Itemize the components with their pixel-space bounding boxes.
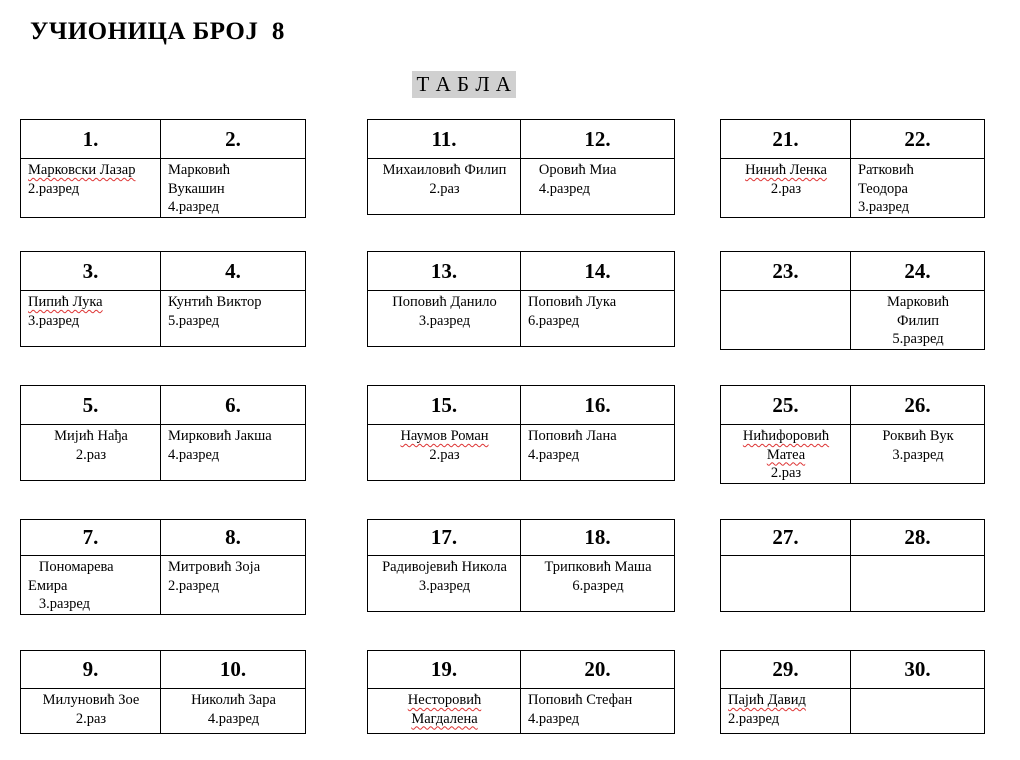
desk-pair bbox=[720, 251, 985, 350]
desk-pair bbox=[20, 385, 306, 481]
seat-cell bbox=[521, 689, 675, 734]
student-name: Пономарева Емира bbox=[28, 559, 114, 594]
seat-cell bbox=[851, 425, 985, 484]
desk-pair bbox=[367, 650, 675, 734]
seat-number: 15. bbox=[368, 386, 521, 425]
desk-pair bbox=[20, 119, 306, 218]
student-name: Пипић Лука bbox=[28, 294, 103, 310]
classroom-title: УЧИОНИЦА БРОЈ 8 bbox=[30, 18, 285, 45]
seat-number: 1. bbox=[21, 120, 161, 159]
seat-cell bbox=[161, 425, 306, 481]
desk-pair bbox=[720, 519, 985, 612]
seat-cell bbox=[521, 425, 675, 481]
student-name: Михаиловић Филип bbox=[382, 162, 507, 178]
seat-cell bbox=[521, 291, 675, 347]
seat-number: 9. bbox=[21, 651, 161, 689]
seat-number: 19. bbox=[368, 651, 521, 689]
seat-number: 29. bbox=[721, 651, 851, 689]
desk-pair bbox=[720, 119, 985, 218]
student-grade: 4.разред bbox=[528, 710, 580, 727]
seat-number: 24. bbox=[851, 252, 985, 291]
desk-pair bbox=[367, 519, 675, 612]
seat-number: 12. bbox=[521, 120, 675, 159]
student-grade: 4.разред bbox=[207, 710, 260, 727]
desk-pair bbox=[720, 385, 985, 484]
student-name: Оровић Миа bbox=[528, 162, 617, 178]
seat-number: 21. bbox=[721, 120, 851, 159]
student-grade: 5.разред bbox=[892, 331, 944, 347]
desk-pair bbox=[367, 251, 675, 347]
student-grade: 4.разред bbox=[528, 446, 580, 463]
student-grade: 2.разред bbox=[28, 180, 80, 197]
student-name: Наумов Роман bbox=[400, 428, 489, 444]
seat-number: 30. bbox=[851, 651, 985, 689]
seat-cell bbox=[721, 291, 851, 350]
seat-number: 3. bbox=[21, 252, 161, 291]
student-name: Радивојевић Никола bbox=[382, 559, 507, 575]
student-name: Поповић Данило bbox=[392, 294, 497, 310]
student-name: Марковић Филип bbox=[887, 294, 949, 329]
seat-cell bbox=[721, 425, 851, 484]
seat-number: 11. bbox=[368, 120, 521, 159]
seat-number: 23. bbox=[721, 252, 851, 291]
student-grade: 5.разред bbox=[168, 312, 220, 329]
seat-cell bbox=[21, 425, 161, 481]
seat-number: 16. bbox=[521, 386, 675, 425]
student-name: Нићифоровић Матеа bbox=[742, 428, 830, 463]
seat-number: 6. bbox=[161, 386, 306, 425]
student-grade: 2.раз bbox=[429, 446, 460, 463]
seat-cell bbox=[368, 556, 521, 612]
seat-number: 27. bbox=[721, 520, 851, 556]
seat-number: 14. bbox=[521, 252, 675, 291]
student-grade: 3.разред bbox=[892, 446, 944, 463]
student-name: Трипковић Маша bbox=[544, 559, 652, 575]
desk-pair bbox=[20, 251, 306, 347]
seat-cell bbox=[851, 291, 985, 350]
seat-cell bbox=[161, 556, 306, 615]
seat-cell bbox=[161, 689, 306, 734]
seat-cell bbox=[368, 689, 521, 734]
student-grade: 3.разред bbox=[418, 577, 471, 594]
student-grade: 3.разред bbox=[28, 596, 91, 612]
student-grade: 3.разред bbox=[28, 312, 80, 329]
seat-cell bbox=[21, 159, 161, 218]
seat-cell bbox=[161, 159, 306, 218]
student-grade: 3.разред bbox=[858, 199, 910, 215]
seat-cell bbox=[851, 159, 985, 218]
seat-cell bbox=[368, 425, 521, 481]
seat-number: 18. bbox=[521, 520, 675, 556]
student-name: Поповић Лука bbox=[528, 294, 617, 310]
student-name: Митровић Зоја bbox=[168, 559, 261, 575]
seat-number: 10. bbox=[161, 651, 306, 689]
student-name: Мирковић Јакша bbox=[168, 428, 272, 444]
seat-number: 13. bbox=[368, 252, 521, 291]
student-name: Марковић Вукашин bbox=[168, 162, 230, 197]
seat-cell bbox=[21, 291, 161, 347]
student-grade: 2.разред bbox=[168, 577, 220, 594]
seat-number: 8. bbox=[161, 520, 306, 556]
seat-cell bbox=[721, 689, 851, 734]
seat-number: 25. bbox=[721, 386, 851, 425]
student-name: Роквић Вук bbox=[882, 428, 954, 444]
seat-cell bbox=[721, 556, 851, 612]
student-grade: 2.раз bbox=[75, 710, 107, 727]
desk-pair bbox=[367, 385, 675, 481]
student-name: Поповић Лана bbox=[528, 428, 617, 444]
seat-number: 7. bbox=[21, 520, 161, 556]
student-grade: 4.разред bbox=[168, 199, 220, 215]
student-name: Милуновић Зое bbox=[42, 692, 140, 708]
seat-number: 22. bbox=[851, 120, 985, 159]
seat-number: 28. bbox=[851, 520, 985, 556]
seat-number: 4. bbox=[161, 252, 306, 291]
student-grade: 3.разред bbox=[418, 312, 471, 329]
desk-pair bbox=[20, 650, 306, 734]
seat-cell bbox=[521, 556, 675, 612]
desk-pair bbox=[20, 519, 306, 615]
student-name: Поповић Стефан bbox=[528, 692, 633, 708]
student-grade: 2.раз bbox=[770, 465, 802, 481]
seat-cell bbox=[21, 689, 161, 734]
seat-cell bbox=[368, 291, 521, 347]
seat-number: 2. bbox=[161, 120, 306, 159]
seat-cell bbox=[851, 556, 985, 612]
student-grade: 2.раз bbox=[770, 180, 802, 197]
student-grade: 2.раз bbox=[75, 446, 107, 463]
student-name: Марковски Лазар bbox=[28, 162, 136, 178]
seat-cell bbox=[521, 159, 675, 215]
student-grade: 4.разред bbox=[528, 180, 591, 197]
student-name: Ратковић Теодора bbox=[858, 162, 914, 197]
desk-pair bbox=[367, 119, 675, 215]
student-name: Мијић Нађа bbox=[54, 428, 128, 444]
student-grade: 6.разред bbox=[572, 577, 624, 594]
seat-number: 17. bbox=[368, 520, 521, 556]
desk-pair bbox=[720, 650, 985, 734]
student-grade: 2.разред bbox=[728, 710, 780, 727]
student-name: Николић Зара bbox=[191, 692, 276, 708]
student-grade: 2.раз bbox=[429, 180, 460, 197]
student-name: Нинић Ленка bbox=[745, 162, 827, 178]
student-name: Пајић Давид bbox=[728, 692, 806, 708]
seat-cell bbox=[21, 556, 161, 615]
seat-number: 26. bbox=[851, 386, 985, 425]
student-grade: 6.разред bbox=[528, 312, 580, 329]
seat-cell bbox=[851, 689, 985, 734]
board-label: Т А Б Л А bbox=[412, 71, 516, 98]
seat-cell bbox=[721, 159, 851, 218]
seat-cell bbox=[368, 159, 521, 215]
seat-number: 20. bbox=[521, 651, 675, 689]
student-grade: 4.разред bbox=[168, 446, 220, 463]
student-name: Кунтић Виктор bbox=[168, 294, 262, 310]
seat-cell bbox=[161, 291, 306, 347]
seat-number: 5. bbox=[21, 386, 161, 425]
student-name: Несторовић Магдалена bbox=[407, 692, 482, 727]
